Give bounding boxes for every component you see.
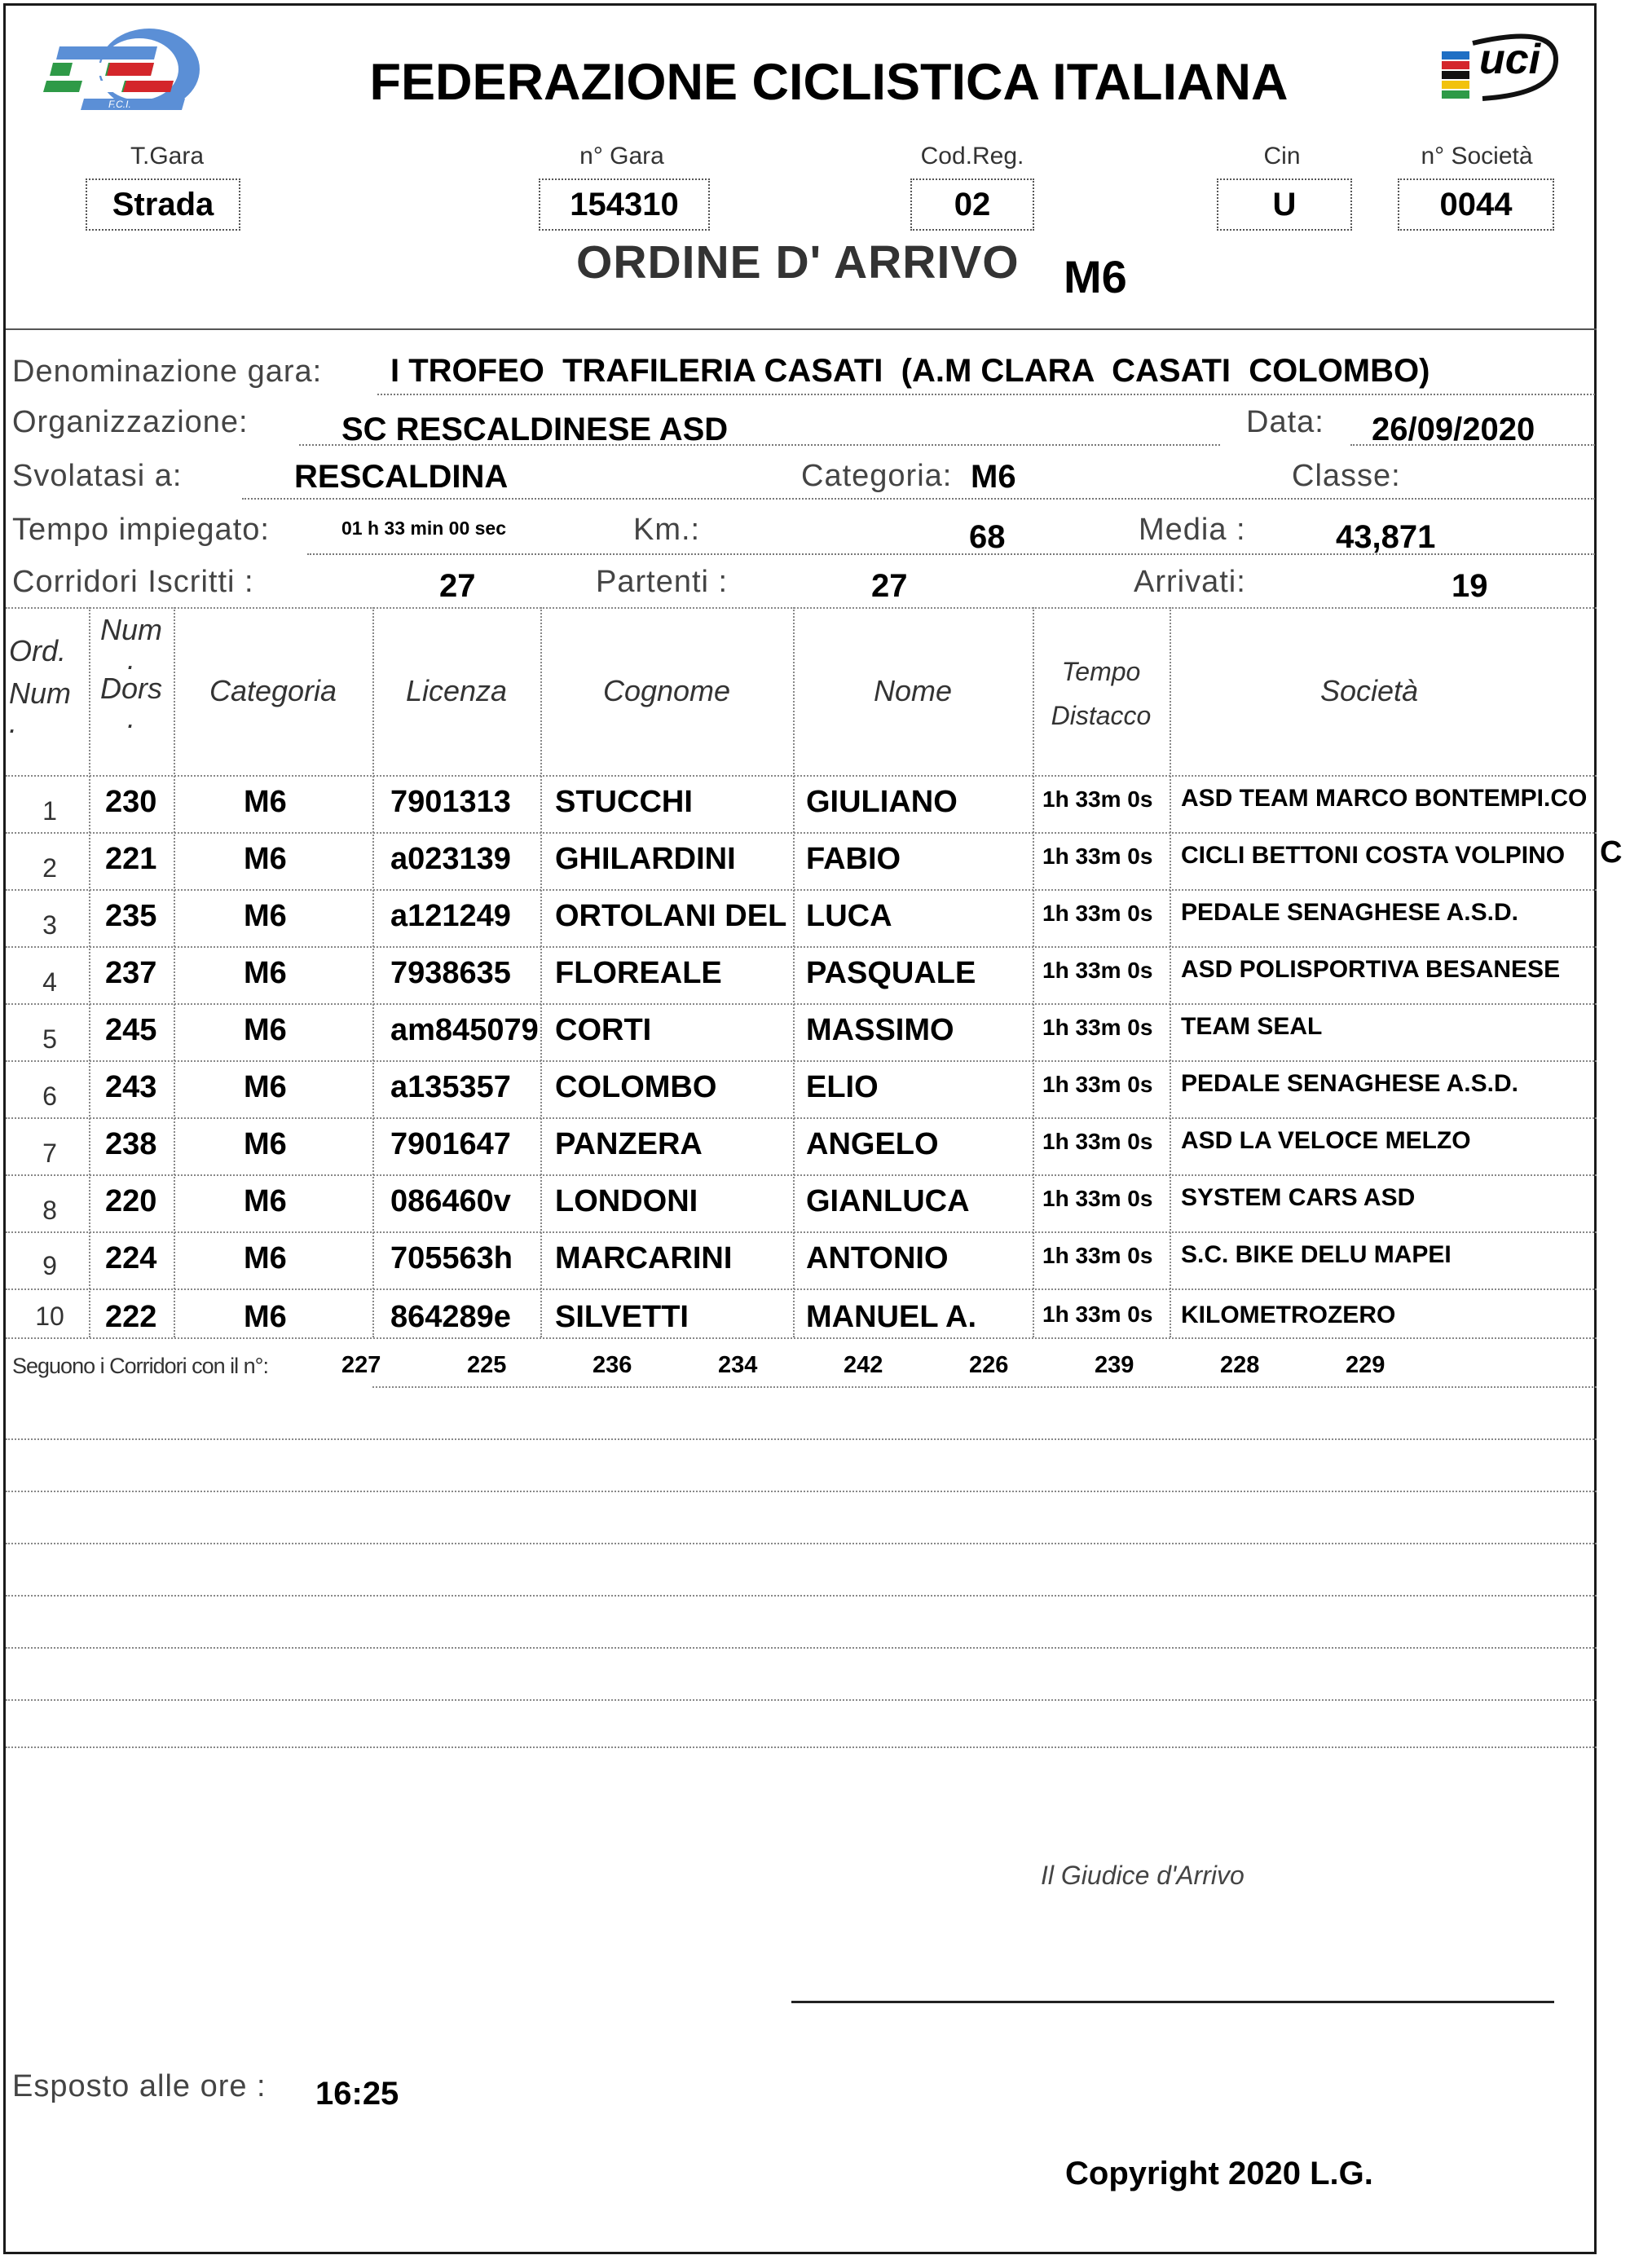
header-cognome: Cognome — [602, 674, 731, 707]
blank-line — [6, 1746, 1597, 1748]
row-nome: GIANLUCA — [806, 1184, 970, 1218]
row-lic: a023139 — [390, 842, 511, 876]
row-cognome: FLOREALE — [555, 956, 722, 990]
row-tempo: 1h 33m 0s — [1042, 958, 1153, 983]
row-societa: CICLI BETTONI COSTA VOLPINO — [1181, 842, 1566, 869]
iscritti-label: Corridori Iscritti : — [12, 565, 254, 599]
tgara-label: T.Gara — [130, 143, 205, 170]
row-ord: 5 — [42, 1024, 57, 1054]
seguono-number: 239 — [1095, 1352, 1134, 1378]
header-num — [90, 610, 172, 734]
row-tempo: 1h 33m 0s — [1042, 843, 1153, 869]
ngara-label: n° Gara — [579, 143, 664, 170]
col-line — [1170, 607, 1171, 1337]
row-cognome: COLOMBO — [555, 1070, 717, 1104]
ordine-arrivo-title: ORDINE D' ARRIVO — [576, 236, 1020, 289]
categoria-value: M6 — [971, 459, 1016, 495]
row-nome: ELIO — [806, 1070, 879, 1104]
row-cat: M6 — [244, 1127, 287, 1161]
row-cat: M6 — [244, 1300, 287, 1334]
row-lic: 7938635 — [390, 956, 511, 990]
row-num: 220 — [105, 1184, 157, 1218]
row-nome: PASQUALE — [806, 956, 976, 990]
esposto-label: Esposto alle ore : — [12, 2069, 267, 2103]
blank-line — [6, 1647, 1597, 1649]
copyright: Copyright 2020 L.G. — [1065, 2156, 1373, 2191]
seguono-number: 242 — [844, 1352, 883, 1378]
arrivati-label: Arrivati: — [1134, 565, 1246, 599]
row-cat: M6 — [244, 899, 287, 933]
header-num-line1: Num — [99, 613, 162, 646]
km-label: Km.: — [633, 513, 701, 547]
document-page — [3, 3, 1623, 2254]
giudice-label: Il Giudice d'Arrivo — [1041, 1861, 1245, 1890]
header-societa: Società — [1319, 674, 1419, 707]
row-num: 222 — [105, 1300, 157, 1334]
blank-line — [6, 1543, 1597, 1544]
media-value: 43,871 — [1336, 519, 1436, 555]
tgara-box: Strada — [86, 178, 240, 231]
svolatasi-line — [242, 498, 1595, 500]
row-num: 243 — [105, 1070, 157, 1104]
header-ord — [9, 630, 82, 739]
svolatasi-label: Svolatasi a: — [12, 459, 183, 493]
row-societa: ASD POLISPORTIVA BESANESE — [1181, 956, 1561, 983]
uci-logo — [1434, 27, 1564, 117]
row-ord: 8 — [42, 1196, 57, 1225]
row-cognome: LONDONI — [555, 1184, 698, 1218]
header-tempo-line1: Tempo — [1061, 657, 1141, 686]
seguono-label: Seguono i Corridori con il n°: — [12, 1354, 268, 1378]
row-ord: 10 — [35, 1302, 64, 1331]
categoria-label: Categoria: — [801, 459, 953, 493]
cin-label: Cin — [1263, 143, 1301, 170]
header-num-line2: . — [126, 642, 135, 676]
header-num-line4: . — [126, 701, 135, 734]
row-cognome: MARCARINI — [555, 1241, 733, 1275]
classe-label: Classe: — [1292, 459, 1401, 493]
row-ord: 1 — [42, 796, 57, 826]
blank-line — [6, 1491, 1597, 1492]
row-lic: 086460v — [390, 1184, 511, 1218]
row-lic: 7901313 — [390, 785, 511, 819]
seguono-number: 229 — [1346, 1352, 1385, 1378]
row-line — [6, 1060, 1597, 1062]
organizzazione-label: Organizzazione: — [12, 405, 249, 439]
row-nome: GIULIANO — [806, 785, 958, 819]
header-categoria: Categoria — [209, 674, 337, 707]
row-cat: M6 — [244, 956, 287, 990]
blank-line — [6, 1438, 1597, 1440]
codreg-box: 02 — [910, 178, 1034, 231]
row-lic: a135357 — [390, 1070, 511, 1104]
header-ord-line1: Ord. — [9, 634, 67, 667]
row-tempo: 1h 33m 0s — [1042, 1302, 1153, 1327]
row-societa: ASD TEAM MARCO BONTEMPI.CO — [1181, 785, 1588, 812]
row-lic: a121249 — [390, 899, 511, 933]
row-line — [6, 946, 1597, 948]
row-tempo: 1h 33m 0s — [1042, 901, 1153, 926]
seguono-number: 226 — [969, 1352, 1009, 1378]
esposto-value: 16:25 — [315, 2076, 399, 2112]
row-num: 224 — [105, 1241, 157, 1275]
row-lic: am845079 — [390, 1013, 539, 1047]
row-tempo: 1h 33m 0s — [1042, 1243, 1153, 1268]
row-tempo: 1h 33m 0s — [1042, 1072, 1153, 1097]
row-cat: M6 — [244, 1184, 287, 1218]
row-lic: 705563h — [390, 1241, 513, 1275]
row-societa: TEAM SEAL — [1181, 1013, 1323, 1040]
row-tempo: 1h 33m 0s — [1042, 1015, 1153, 1040]
overflow-char: C — [1600, 835, 1623, 870]
organizzazione-value: SC RESCALDINESE ASD — [341, 412, 729, 447]
row-tempo: 1h 33m 0s — [1042, 786, 1153, 812]
header-ord-line2: Num — [9, 676, 72, 710]
row-cognome: GHILARDINI — [555, 842, 736, 876]
row-cognome: SILVETTI — [555, 1300, 689, 1334]
row-tempo: 1h 33m 0s — [1042, 1129, 1153, 1154]
row-cognome: ORTOLANI DEL — [555, 899, 787, 933]
denominazione-value: I TROFEO TRAFILERIA CASATI (A.M CLARA CASATI COLOMBO) — [390, 353, 1430, 389]
table-top-line — [6, 607, 1597, 609]
col-line — [540, 607, 542, 1337]
row-lic: 864289e — [390, 1300, 511, 1334]
row-cat: M6 — [244, 1013, 287, 1047]
data-value: 26/09/2020 — [1372, 412, 1535, 447]
row-ord: 6 — [42, 1081, 57, 1111]
header-num-line3: Dors — [99, 672, 162, 705]
fci-logo-text: F.C.I. — [108, 99, 131, 110]
signature-line — [791, 2001, 1554, 2003]
separator-top — [6, 328, 1597, 330]
page-title: FEDERAZIONE CICLISTICA ITALIANA — [369, 54, 1289, 111]
row-nome: MANUEL A. — [806, 1300, 976, 1334]
row-cat: M6 — [244, 842, 287, 876]
row-num: 235 — [105, 899, 157, 933]
row-nome: ANGELO — [806, 1127, 939, 1161]
row-cat: M6 — [244, 1241, 287, 1275]
row-line — [6, 1117, 1597, 1119]
row-ord: 4 — [42, 967, 57, 997]
tempo-value: 01 h 33 min 00 sec — [341, 518, 507, 539]
data-label: Data: — [1246, 405, 1324, 439]
nsocieta-box: 0044 — [1398, 178, 1554, 231]
header-tempo — [1033, 650, 1170, 738]
header-licenza: Licenza — [405, 674, 508, 707]
tempo-label: Tempo impiegato: — [12, 513, 270, 547]
row-num: 230 — [105, 785, 157, 819]
blank-line — [6, 1595, 1597, 1597]
denominazione-label: Denominazione gara: — [12, 355, 323, 389]
denominazione-line — [377, 394, 1595, 395]
row-societa: SYSTEM CARS ASD — [1181, 1184, 1416, 1211]
km-value: 68 — [969, 519, 1006, 555]
row-cognome: STUCCHI — [555, 785, 693, 819]
seguono-number: 225 — [467, 1352, 507, 1378]
row-num: 237 — [105, 956, 157, 990]
partenti-label: Partenti : — [596, 565, 729, 599]
row-societa: ASD LA VELOCE MELZO — [1181, 1127, 1471, 1154]
row-societa: KILOMETROZERO — [1181, 1302, 1396, 1328]
row-societa: PEDALE SENAGHESE A.S.D. — [1181, 1070, 1518, 1097]
row-nome: MASSIMO — [806, 1013, 954, 1047]
row-line — [6, 832, 1597, 834]
row-nome: ANTONIO — [806, 1241, 949, 1275]
col-line — [372, 607, 374, 1337]
row-cognome: PANZERA — [555, 1127, 703, 1161]
row-num: 238 — [105, 1127, 157, 1161]
row-societa: S.C. BIKE DELU MAPEI — [1181, 1241, 1452, 1268]
row-line — [6, 1174, 1597, 1176]
svolatasi-value: RESCALDINA — [294, 459, 509, 495]
row-line — [6, 1288, 1597, 1290]
table-header-line — [6, 775, 1597, 777]
col-line — [793, 607, 795, 1337]
row-cognome: CORTI — [555, 1013, 652, 1047]
row-num: 221 — [105, 842, 157, 876]
row-ord: 3 — [42, 910, 57, 940]
media-label: Media : — [1139, 513, 1246, 547]
ngara-box: 154310 — [539, 178, 710, 231]
seguono-number: 228 — [1220, 1352, 1260, 1378]
blank-line — [6, 1699, 1597, 1701]
row-line — [6, 1337, 1597, 1339]
uci-logo-text: uci — [1479, 36, 1541, 83]
row-lic: 7901647 — [390, 1127, 511, 1161]
seguono-number: 236 — [593, 1352, 632, 1378]
row-societa: PEDALE SENAGHESE A.S.D. — [1181, 899, 1518, 926]
row-num: 245 — [105, 1013, 157, 1047]
row-ord: 2 — [42, 853, 57, 883]
row-cat: M6 — [244, 1070, 287, 1104]
row-ord: 9 — [42, 1251, 57, 1280]
seguono-line — [372, 1386, 1597, 1388]
seguono-number: 227 — [341, 1352, 381, 1378]
codreg-label: Cod.Reg. — [920, 143, 1024, 170]
header-tempo-line2: Distacco — [1051, 701, 1152, 730]
row-line — [6, 1231, 1597, 1233]
iscritti-value: 27 — [439, 568, 476, 604]
arrivati-value: 19 — [1452, 568, 1488, 604]
nsocieta-label: n° Società — [1421, 143, 1533, 170]
header-ord-line3: . — [9, 706, 18, 739]
header-nome: Nome — [873, 674, 953, 707]
row-line — [6, 1003, 1597, 1005]
row-nome: LUCA — [806, 899, 892, 933]
row-line — [6, 889, 1597, 891]
cin-box: U — [1217, 178, 1352, 231]
row-ord: 7 — [42, 1139, 57, 1168]
partenti-value: 27 — [871, 568, 908, 604]
row-nome: FABIO — [806, 842, 901, 876]
row-tempo: 1h 33m 0s — [1042, 1186, 1153, 1211]
seguono-number: 234 — [718, 1352, 758, 1378]
row-cat: M6 — [244, 785, 287, 819]
category-big: M6 — [1064, 251, 1127, 302]
col-line — [174, 607, 175, 1337]
